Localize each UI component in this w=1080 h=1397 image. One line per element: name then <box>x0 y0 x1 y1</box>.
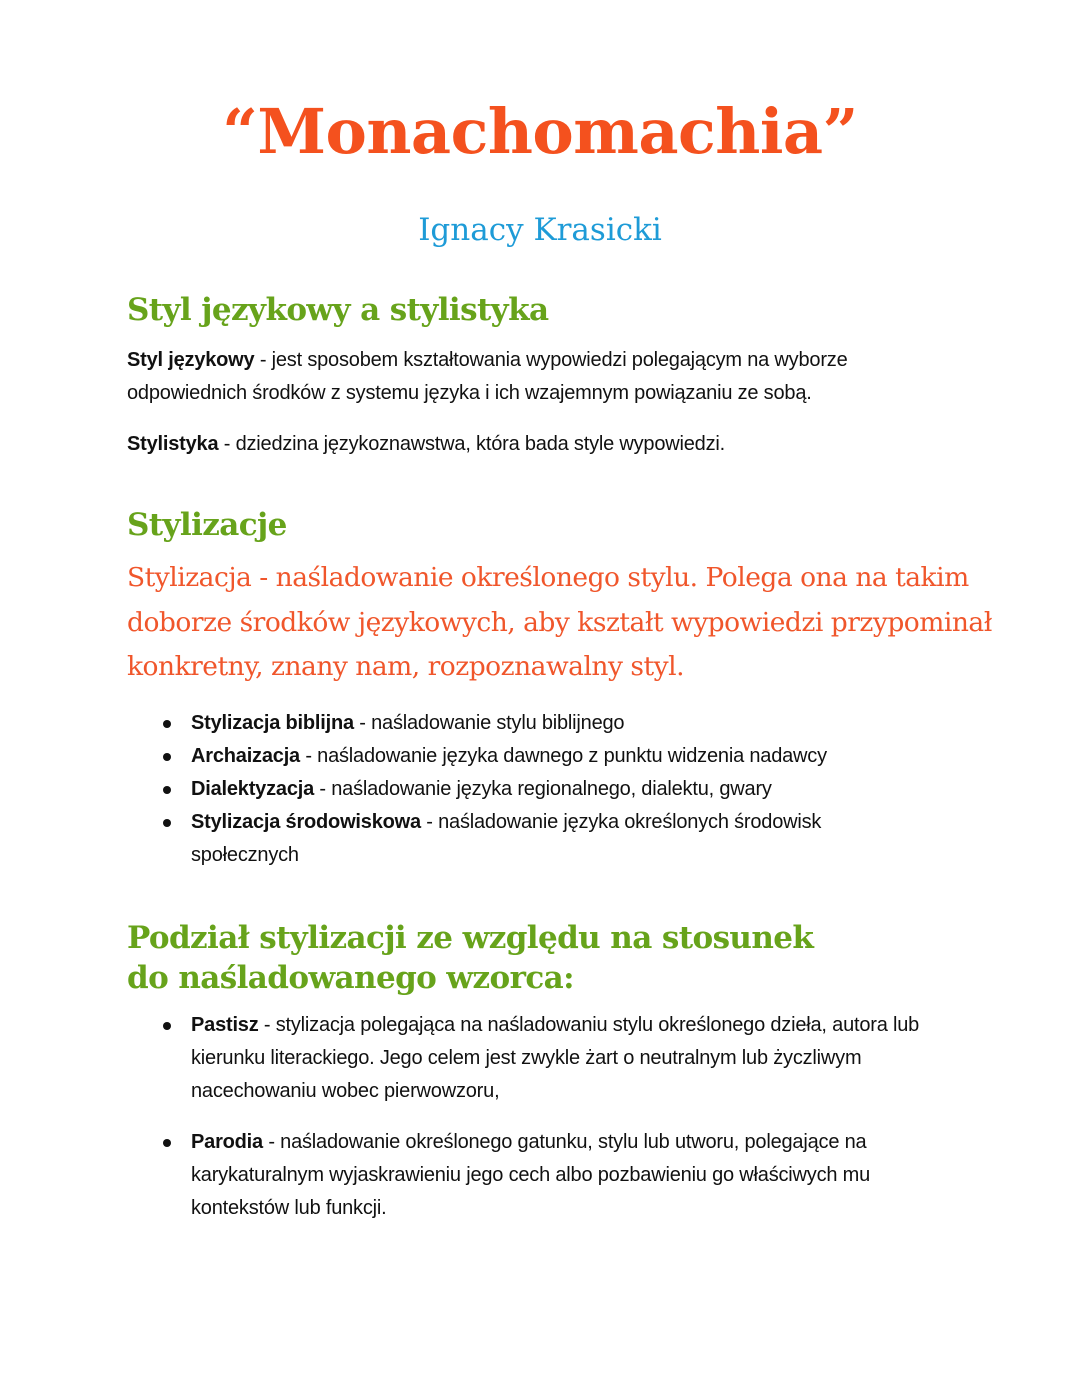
section-heading-stylizacje: Stylizacje <box>127 507 287 543</box>
definition-term: Styl językowy <box>127 349 255 371</box>
list-item-text: - naśladowanie języka regionalnego, dialektu, gwary <box>314 778 772 800</box>
list-item-term: Stylizacja środowiskowa <box>191 811 421 833</box>
list-item <box>127 773 967 806</box>
stylizacje-list <box>127 707 967 872</box>
list-item <box>127 1126 957 1225</box>
bullet-icon <box>163 786 171 794</box>
bullet-icon <box>163 819 171 827</box>
definition-text: - jest sposobem kształtowania wypowiedzi polegającym na wyborze odpowiednich środków z systemu języka i ich wzajemnym powiązaniu ze sobą. <box>127 349 848 404</box>
document-author: Ignacy Krasicki <box>418 212 662 248</box>
list-item <box>127 1009 957 1108</box>
bullet-icon <box>163 753 171 761</box>
definition-styl-jezykowy <box>127 344 927 410</box>
definition-text: - dziedzina językoznawstwa, która bada style wypowiedzi. <box>218 433 726 455</box>
list-item-term: Pastisz <box>191 1014 259 1036</box>
list-item-text: - naśladowanie języka dawnego z punktu widzenia nadawcy <box>299 745 827 767</box>
bullet-icon <box>163 1139 171 1147</box>
list-item-term: Dialektyzacja <box>191 778 315 800</box>
list-item <box>127 740 967 773</box>
list-item <box>127 707 967 740</box>
stylizacja-definition-highlight: Stylizacja - naśladowanie określonego stylu. Polega ona na takim doborze środków językowych, aby kształt wypowiedzi przypominał konkretny, znany nam, rozpoznawalny styl. <box>127 562 992 682</box>
definition-term: Stylistyka <box>127 433 219 455</box>
bullet-icon <box>163 720 171 728</box>
section-heading-podzial-stylizacji: Podział stylizacji ze względu na stosunek do naśladowanego wzorca: <box>127 920 814 996</box>
definition-stylistyka <box>127 428 957 461</box>
podzial-stylizacji-list <box>127 1009 957 1243</box>
list-item-text: - naśladowanie określonego gatunku, stylu lub utworu, polegające na karykaturalnym wyjaskrawieniu jego cech albo pozbawieniu go właściwych mu kontekstów lub funkcji. <box>191 1131 871 1219</box>
list-item <box>127 806 891 872</box>
list-item-text: - naśladowanie stylu biblijnego <box>353 712 625 734</box>
section-heading-styl-jezykowy: Styl językowy a stylistyka <box>127 292 549 328</box>
bullet-icon <box>163 1022 171 1030</box>
list-item-text: - stylizacja polegająca na naśladowaniu stylu określonego dzieła, autora lub kierunku literackiego. Jego celem jest zwykle żart o neutralnym lub życzliwym nacechowaniu wobec pierwowzoru, <box>191 1014 920 1102</box>
document-title: “Monachomachia” <box>222 95 858 168</box>
list-item-term: Archaizacja <box>191 745 300 767</box>
list-item-text: - naśladowanie języka określonych środowisk społecznych <box>191 811 822 866</box>
list-item-term: Stylizacja biblijna <box>191 712 354 734</box>
list-item-term: Parodia <box>191 1131 263 1153</box>
